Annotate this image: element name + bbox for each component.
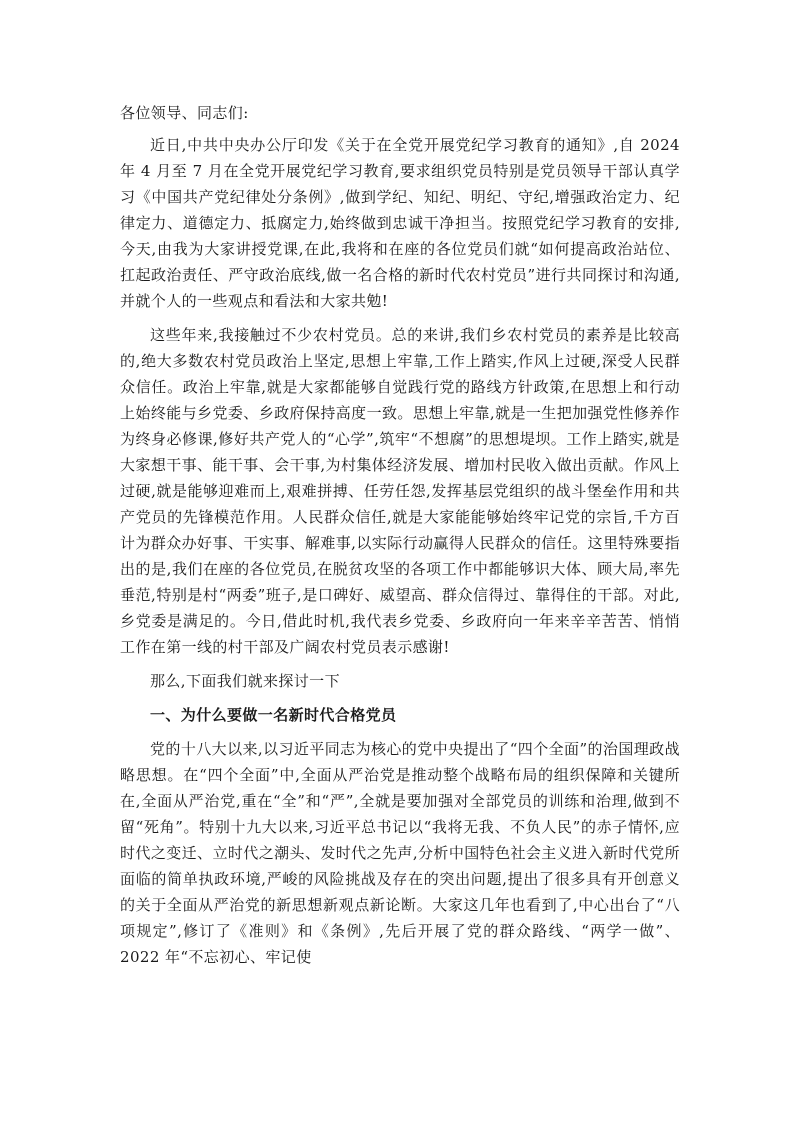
paragraph-intro: 近日,中共中央办公厅印发《关于在全党开展党纪学习教育的通知》,自 2024 年 4 月至 7 月在全党开展党纪学习教育,要求组织党员特别是党员领导干部认真学习《中国共产党纪律处分条例》,做到学纪、知纪、明纪、守纪,增强政治定力、纪律定力、道德定力、抵腐定力,始终做到忠诚干净担当。按照党纪学习教育的安排,今天,由我为大家讲授党课,在此,我将和在座的各位党员们就“如何提高政治站位、扛起政治责任、严守政治底线,做一名合格的新时代农村党员”进行共同探讨和沟通,并就个人的一些观点和看法和大家共勉! xyxy=(120,136,680,310)
paragraph-rural-party-members: 这些年来,我接触过不少农村党员。总的来讲,我们乡农村党员的素养是比较高的,绝大多数农村党员政治上坚定,思想上牢靠,工作上踏实,作风上过硬,深受人民群众信任。政治上牢靠,就是大家都能够自觉践行党的路线方针政策,在思想上和行动上始终能与乡党委、乡政府保持高度一致。思想上牢靠,就是一生把加强党性修养作为终身必修课,修好共产党人的“心学”,筑牢“不想腐”的思想堤坝。工作上踏实,就是大家想干事、能干事、会干事,为村集体经济发展、增加村民收入做出贡献。作风上过硬,就是能够迎难而上,艰难拼搏、任劳任怨,发挥基层党组织的战斗堡垒作用和共产党员的先锋模范作用。人民群众信任,就是大家能能够始终牢记党的宗旨,千方百计为群众办好事、干实事、解难事,以实际行动赢得人民群众的信任。这里特殊要指出的是,我们在座的各位党员,在脱贫攻坚的各项工作中都能够识大体、顾大局,率先垂范,特别是村“两委”班子,是口碑好、威望高、群众信得过、靠得住的干部。对此,乡党委是满足的。今日,借此时机,我代表乡党委、乡政府向一年来辛辛苦苦、悄悄工作在第一线的村干部及广阔农村党员表示感谢! xyxy=(120,326,680,656)
salutation: 各位领导、同志们: xyxy=(120,104,249,122)
section-heading-1: 一、为什么要做一名新时代合格党员 xyxy=(150,706,397,724)
document-body xyxy=(120,100,680,978)
paragraph-transition: 那么,下面我们就来探讨一下 xyxy=(150,672,340,690)
paragraph-section-1: 党的十八大以来,以习近平同志为核心的党中央提出了“四个全面”的治国理政战略思想。在“四个全面”中,全面从严治党是推动整个战略布局的组织保障和关键所在,全面从严治党,重在“全”和“严”,全就是要加强对全部党员的训练和治理,做到不留“死角”。特别十九大以来,习近平总书记以“我将无我、不负人民”的赤子情怀,应时代之变迁、立时代之潮头、发时代之先声,分析中国特色社会主义进入新时代党所面临的简单执政环境,严峻的风险挑战及存在的突出问题,提出了很多具有开创意义的关于全面从严治党的新思想新观点新论断。大家这几年也看到了,中心出台了“八项规定”,修订了《准则》和《条例》,先后开展了党的群众路线、“两学一做”、2022 年“不忘初心、牢记使 xyxy=(120,740,680,966)
